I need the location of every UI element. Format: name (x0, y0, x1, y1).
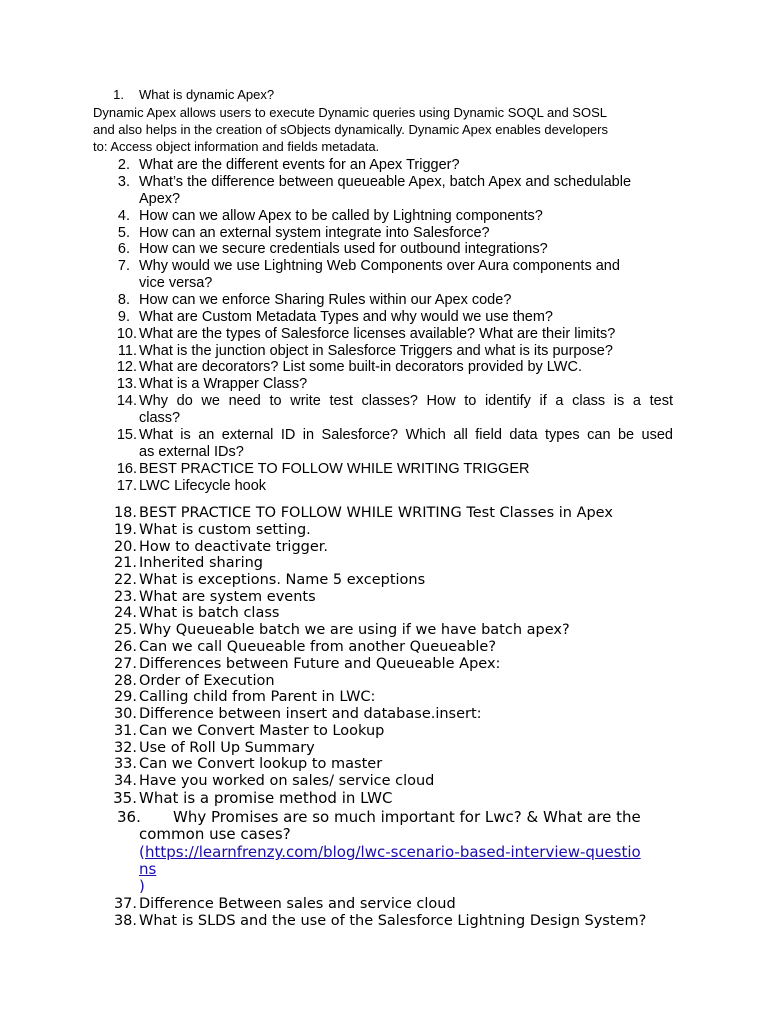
list-item-text-continued: vice versa? (139, 275, 213, 291)
list-item-number: 33. (113, 756, 137, 772)
list-item-number: 27. (113, 656, 137, 672)
list-item-text: How can we secure credentials used for outbound integrations? (139, 241, 548, 257)
intro-paragraph-line: and also helps in the creation of sObjects dynamically. Dynamic Apex enables developers (93, 122, 608, 137)
list-item-number: 32. (113, 740, 137, 756)
list-item-text: Inherited sharing (139, 555, 264, 571)
list-item-text: What is custom setting. (139, 522, 311, 538)
list-item-number: 18. (113, 505, 137, 521)
list-item-number: 12. (116, 359, 137, 375)
list-item-text: Why would we use Lightning Web Components over Aura components and (139, 258, 620, 274)
list-item-number: 28. (113, 673, 137, 689)
list-item-number: 14. (116, 393, 137, 409)
list-item-text: Why Promises are so much important for Lwc? & What are the (173, 808, 641, 826)
list-item-number: 13. (116, 376, 137, 392)
list-item-text: What is SLDS and the use of the Salesforce Lightning Design System? (139, 913, 647, 929)
list-item-text: Why do we need to write test classes? How to identify if a class is a test (139, 393, 673, 409)
list-item-text-continued: as external IDs? (139, 444, 244, 460)
list-item-number: 6. (117, 241, 130, 257)
learnfrenzy-link-continued[interactable]: ns (139, 860, 157, 878)
learnfrenzy-link[interactable]: https://learnfrenzy.com/blog/lwc-scenario-based-interview-questio (145, 843, 641, 861)
list-item-number: 9. (117, 309, 130, 325)
list-item-text: What is a Wrapper Class? (139, 376, 308, 392)
link-close-paren: ) (139, 877, 145, 895)
link-open-paren: ( (139, 843, 145, 861)
list-item-text: Can we Convert lookup to master (139, 756, 383, 772)
list-item-number: 7. (117, 258, 130, 274)
list-item-number: 19. (113, 522, 137, 538)
list-item-text: What is batch class (139, 605, 280, 621)
list-item-number: 8. (117, 292, 130, 308)
list-item-number: 10. (116, 326, 137, 342)
list-item-number: 38. (113, 913, 137, 929)
list-item (0, 87, 768, 103)
list-item-text: Difference between insert and database.insert: (139, 706, 482, 722)
list-item-text: What is an external ID in Salesforce? Which all field data types can be used (139, 427, 673, 443)
intro-paragraph-line: to: Access object information and fields metadata. (93, 139, 380, 154)
list-item-text: How can an external system integrate into Salesforce? (139, 225, 490, 241)
list-item-number: 31. (113, 723, 137, 739)
list-item-text: How can we enforce Sharing Rules within our Apex code? (139, 292, 512, 308)
list-item-number: 2. (117, 157, 130, 173)
list-item-text: What is dynamic Apex? (139, 87, 275, 102)
list-item-text-continued: class? (139, 410, 181, 426)
list-item-number: 17. (116, 478, 137, 494)
list-item-text: Can we Convert Master to Lookup (139, 723, 385, 739)
list-item-number: 15. (116, 427, 137, 443)
list-item-number: 16. (116, 461, 137, 477)
list-item-number: 25. (113, 622, 137, 638)
list-item-number: 29. (113, 689, 137, 705)
list-item-text: Order of Execution (139, 673, 275, 689)
list-item-text: Difference Between sales and service cloud (139, 896, 456, 912)
list-item-text: What are Custom Metadata Types and why would we use them? (139, 309, 554, 325)
list-item-text: Can we call Queueable from another Queueable? (139, 639, 497, 655)
list-item-text-continued: Apex? (139, 191, 181, 207)
list-item-text: Why Queueable batch we are using if we have batch apex? (139, 622, 570, 638)
list-item-number: 37. (113, 896, 137, 912)
list-item-number: 26. (113, 639, 137, 655)
list-item-text: What are the types of Salesforce licenses available? What are their limits? (139, 326, 616, 342)
list-item-text: What are decorators? List some built-in decorators provided by LWC. (139, 359, 582, 375)
list-item-text: How can we allow Apex to be called by Lightning components? (139, 208, 543, 224)
list-item-number: 24. (113, 605, 137, 621)
list-item-text: What’s the difference between queueable Apex, batch Apex and schedulable (139, 174, 632, 190)
list-item-number: 34. (113, 773, 137, 789)
list-item-number: 11. (117, 343, 137, 359)
list-item-number: 21. (113, 555, 137, 571)
list-item-number: 30. (113, 706, 137, 722)
list-item-text: How to deactivate trigger. (139, 539, 329, 555)
list-item-text: BEST PRACTICE TO FOLLOW WHILE WRITING Test Classes in Apex (139, 505, 613, 521)
list-item-text: What are system events (139, 589, 316, 605)
list-item-text: What are the different events for an Apex Trigger? (139, 157, 460, 173)
list-item-text: What is exceptions. Name 5 exceptions (139, 572, 426, 588)
list-item-text: BEST PRACTICE TO FOLLOW WHILE WRITING TRIGGER (139, 461, 530, 477)
list-item-number: 20. (113, 539, 137, 555)
list-item-text-continued: common use cases? (139, 825, 291, 843)
list-item-text: Have you worked on sales/ service cloud (139, 773, 435, 789)
list-item-number: 4. (117, 208, 130, 224)
list-item-number: 3. (117, 174, 130, 190)
list-item-number: 35. (113, 789, 137, 807)
list-item-number: 36. (117, 808, 141, 826)
list-item-text: Calling child from Parent in LWC: (139, 689, 376, 705)
list-item-number: 23. (113, 589, 137, 605)
list-item-text: Use of Roll Up Summary (139, 740, 315, 756)
list-item-text: Differences between Future and Queueable Apex: (139, 656, 501, 672)
list-item-text: LWC Lifecycle hook (139, 478, 267, 494)
intro-paragraph-line: Dynamic Apex allows users to execute Dynamic queries using Dynamic SOQL and SOSL (93, 105, 607, 120)
list-item-number: 5. (117, 225, 130, 241)
list-item-number: 1. (113, 87, 124, 102)
list-item-number: 22. (113, 572, 137, 588)
list-item-text: What is the junction object in Salesforce Triggers and what is its purpose? (139, 343, 613, 359)
list-item-text: What is a promise method in LWC (139, 789, 393, 807)
